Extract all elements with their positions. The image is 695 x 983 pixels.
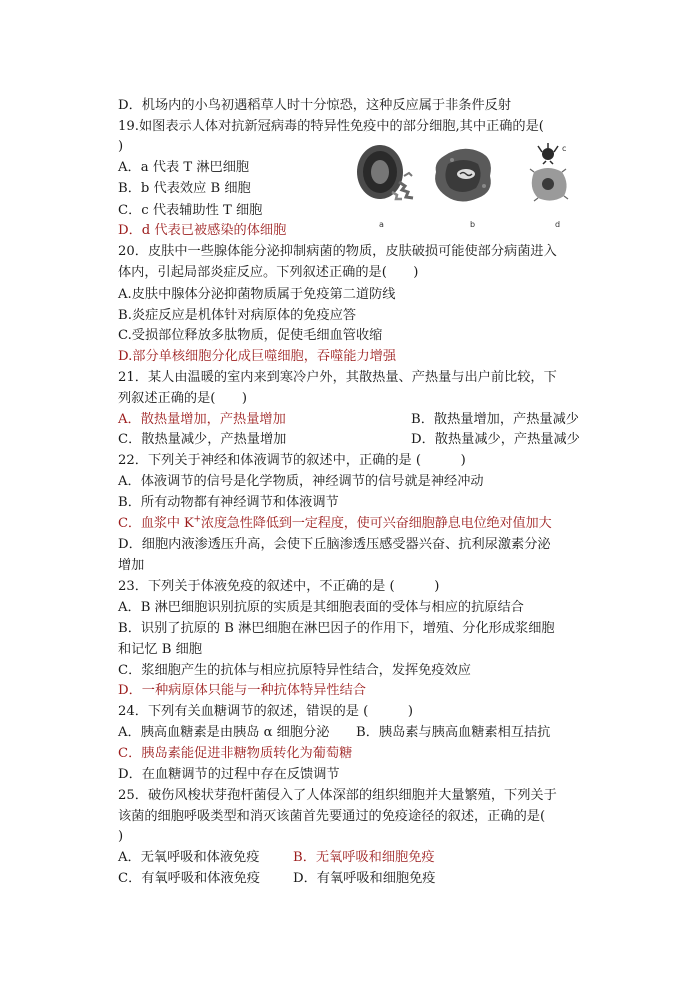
q23-option-d-answer: D．一种病原体只能与一种抗体特异性结合	[118, 683, 366, 698]
q21-options-row1	[118, 410, 578, 430]
q21-stem-cont: 列叙述正确的是( )	[118, 391, 247, 406]
q22-option-c-post: 浓度急性降低到一定程度，使可兴奋细胞静息电位绝对值加大	[200, 516, 552, 531]
q20-option-d-answer: D.部分单核细胞分化成巨噬细胞，吞噬能力增强	[118, 349, 397, 364]
q19-option-a: A．a 代表 T 淋巴细胞	[118, 160, 250, 175]
cell-b	[435, 149, 491, 202]
q23-option-a: A．B 淋巴细胞识别抗原的实质是其细胞表面的受体与相应的抗原结合	[118, 600, 524, 615]
q20-stem: 20．皮肤中一些腺体能分泌抑制病菌的物质，皮肤破损可能使部分病菌进入	[118, 244, 557, 259]
q19-option-b: B．b 代表效应 B 细胞	[118, 181, 251, 196]
q21-option-b: B．散热量增加，产热量减少	[411, 412, 579, 427]
q21-option-c: C．散热量减少，产热量增加	[118, 432, 287, 447]
q21-option-d: D．散热量减少，产热量减少	[411, 432, 580, 447]
q25-option-c: C．有氧呼吸和体液免疫	[118, 871, 260, 886]
q20-option-a: A.皮肤中腺体分泌抑菌物质属于免疫第二道防线	[118, 287, 396, 302]
q24-option-a: A．胰高血糖素是由胰岛 α 细胞分泌	[118, 725, 330, 740]
q25-option-d: D．有氧呼吸和细胞免疫	[293, 871, 436, 886]
q22-option-d-cont: 增加	[118, 558, 145, 573]
q23-option-b-cont: 和记忆 B 细胞	[118, 642, 203, 657]
cell-d	[530, 168, 568, 201]
q19-stem-cont: )	[118, 139, 124, 154]
cell-c	[538, 143, 558, 164]
q25-stem: 25．破伤风梭状芽孢杆菌侵入了人体深部的组织细胞并大量繁殖，下列关于	[118, 788, 557, 803]
q24-option-b: B．胰岛素与胰高血糖素相互拮抗	[356, 725, 551, 740]
q22-option-d: D．细胞内液渗透压升高，会使下丘脑渗透压感受器兴奋、抗利尿激素分泌	[118, 537, 551, 552]
q21-option-a-answer: A．散热量增加，产热量增加	[118, 412, 286, 427]
figure-label-c: c	[562, 144, 567, 153]
q23-option-c: C．浆细胞产生的抗体与相应抗原特异性结合，发挥免疫效应	[118, 663, 471, 678]
q18-option-d: D．机场内的小鸟初遇稻草人时十分惊恐，这种反应属于非条件反射	[118, 98, 512, 113]
figure-label-b: b	[470, 220, 476, 229]
q25-option-b-answer: B．无氧呼吸和细胞免疫	[293, 850, 435, 865]
q22-option-b: B．所有动物都有神经调节和体液调节	[118, 495, 339, 510]
q25-options-row1	[118, 848, 578, 868]
q22-option-c-pre: C．血浆中 K	[118, 516, 194, 531]
figure-label-a: a	[379, 220, 384, 229]
q25-options-row2	[118, 869, 578, 889]
q25-stem-cont2: )	[118, 829, 124, 844]
q23-stem: 23．下列关于体液免疫的叙述中，不正确的是 ( )	[118, 579, 440, 594]
q21-options-row2	[118, 430, 578, 450]
figure-label-d: d	[555, 220, 561, 229]
q24-stem: 24．下列有关血糖调节的叙述，错误的是 ( )	[118, 704, 414, 719]
q24-options-row1	[118, 723, 578, 743]
q23-option-b: B．识别了抗原的 B 淋巴细胞在淋巴因子的作用下，增殖、分化形成浆细胞	[118, 621, 555, 636]
q20-option-c: C.受损部位释放多肽物质，促使毛细血管收缩	[118, 328, 383, 343]
q22-option-c-answer	[118, 514, 552, 534]
q19-option-c: C．c 代表辅助性 T 细胞	[118, 203, 263, 218]
q19-option-d-answer: D．d 代表已被感染的体细胞	[118, 223, 287, 238]
q21-stem: 21．某人由温暖的室内来到寒冷户外，其散热量、产热量与出户前比较，下	[118, 370, 557, 385]
q25-stem-cont: 该菌的细胞呼吸类型和消灭该菌首先要通过的免疫途径的叙述，正确的是(	[118, 809, 546, 824]
cell-a	[357, 145, 413, 199]
q22-stem: 22．下列关于神经和体液调节的叙述中，正确的是 ( )	[118, 453, 466, 468]
immune-cells-figure	[352, 142, 574, 234]
q24-option-d: D．在血糖调节的过程中存在反馈调节	[118, 767, 340, 782]
potassium-superscript: +	[193, 514, 201, 525]
immune-cells-illustration	[352, 142, 574, 234]
q25-option-a: A．无氧呼吸和体液免疫	[118, 850, 260, 865]
q20-stem-cont: 体内，引起局部炎症反应。下列叙述正确的是( )	[118, 265, 419, 280]
q24-option-c-answer: C．胰岛素能促进非糖物质转化为葡萄糖	[118, 746, 353, 761]
q19-stem: 19.如图表示人体对抗新冠病毒的特异性免疫中的部分细胞,其中正确的是(	[118, 119, 544, 134]
q22-option-a: A．体液调节的信号是化学物质，神经调节的信号就是神经冲动	[118, 474, 484, 489]
q20-option-b: B.炎症反应是机体针对病原体的免疫应答	[118, 308, 357, 323]
